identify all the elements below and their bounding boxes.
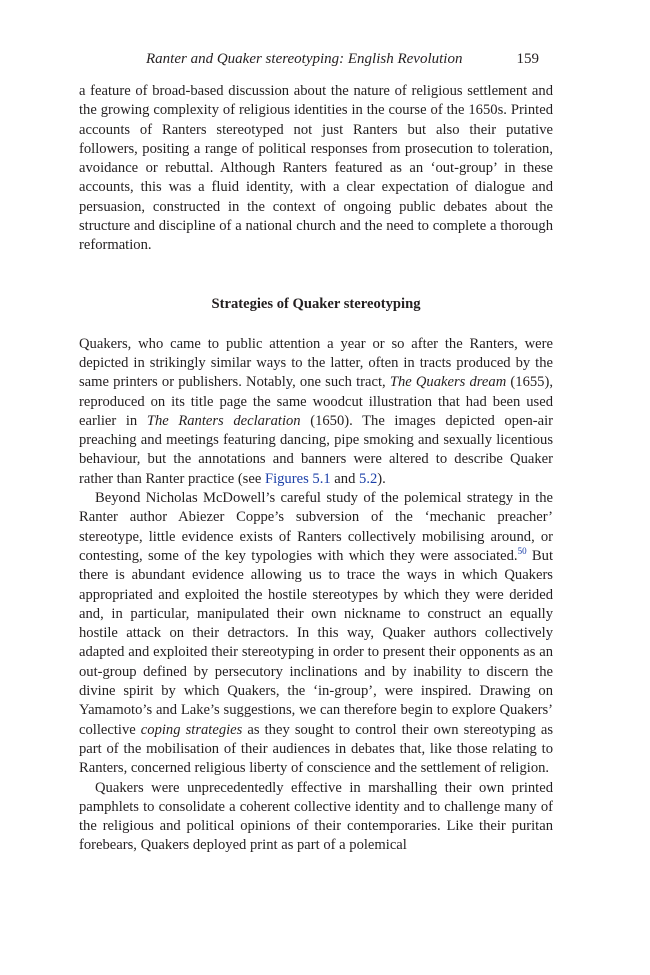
paragraph-ranter-accounts: a feature of broad-based discussion about the nature of religious settlement and the growing complexity of religious identities in the course of the 1650s. Printed accounts of Ranters stereotyped not just Ranters but also their putative followers, positing a range of political responses from prosecution to toleration, avoidance or rebuttal. Although Ranters featured as an ‘out-group’ in these accounts, this was a fluid identity, with a clear expectation of dialogue and persuasion, constructed in the context of ongoing public debates about the structure and discipline of a national church and the need to complete a thorough reformation. — [79, 83, 553, 254]
text-run: as they sought to control their own stereotyping as part of the mobilisation of their audiences in debates that, like those relating to Ranters, concerned religious liberty of conscience and the settlement of religion. — [79, 721, 554, 777]
emphasis-coping-strategies: coping strategies — [140, 721, 243, 738]
section-heading: Strategies of Quaker stereotyping — [211, 295, 421, 312]
text-run: Beyond Nicholas McDowell’s careful study of the polemical strategy in the Ranter author Abiezer Coppe’s subversion of the ‘mechanic preacher’ stereotype, little evidence exists of Ranters collectively mobilising around, or contesting, some of the key typologies with which they were associated. — [79, 490, 553, 564]
running-head — [79, 48, 553, 70]
tract-title-quakers-dream: The Quakers dream — [389, 374, 507, 391]
footnote-reference-50[interactable]: 50 — [517, 546, 527, 557]
book-page — [79, 48, 553, 856]
text-run: (1655), reproduced on its title page the same woodcut illustration that had been used earlier in — [79, 374, 553, 429]
text-run: Quakers, who came to public attention a year or so after the Ranters, were depicted in strikingly similar ways to the latter, often in tracts produced by the same printers or publishers. Notably, one such tract, — [79, 335, 553, 391]
paragraph-coping-strategies — [79, 489, 553, 778]
text-run: But there is abundant evidence allowing us to trace the ways in which Quakers appropriated and exploited the hostile stereotypes by which they were derided and, in particular, manipulated their own nickname to construct an equally hostile attack on their detractors. In this way, Quaker authors collectively adapted and exploited their stereotyping in order to present their opponents as an out-group defined by persecutory inclinations and by inability to discern the divine spirit by which Quakers, the ‘in-group’, were inspired. Drawing on Yamamoto’s and Lake’s suggestions, we can therefore begin to explore Quakers’ collective — [79, 547, 554, 738]
figure-link-5-2[interactable]: 5.2 — [359, 470, 378, 487]
running-title: Ranter and Quaker stereotyping: English Revolution — [146, 51, 463, 67]
paragraph-quaker-print: Quakers were unprecedentedly effective in marshalling their own printed pamphlets to consolidate a coherent collective identity and to challenge many of the religious and political opinions of their contemporaries. Like their puritan forebears, Quakers deployed print as part of a polemical — [79, 779, 553, 854]
text-run: (1650). The images depicted open-air preaching and meetings featuring dancing, pipe smoking and sexually licentious behaviour, but the annotations and banners were altered to describe Quaker rather than Ranter practice (see — [79, 412, 553, 487]
tract-title-ranters-declaration: The Ranters declaration — [146, 412, 301, 429]
text-run: ). — [377, 470, 386, 487]
page-number: 159 — [516, 51, 539, 67]
paragraph-quakers-depicted — [79, 335, 553, 489]
figure-link-5-1[interactable]: Figures 5.1 — [264, 470, 331, 487]
text-run: and — [330, 470, 360, 487]
